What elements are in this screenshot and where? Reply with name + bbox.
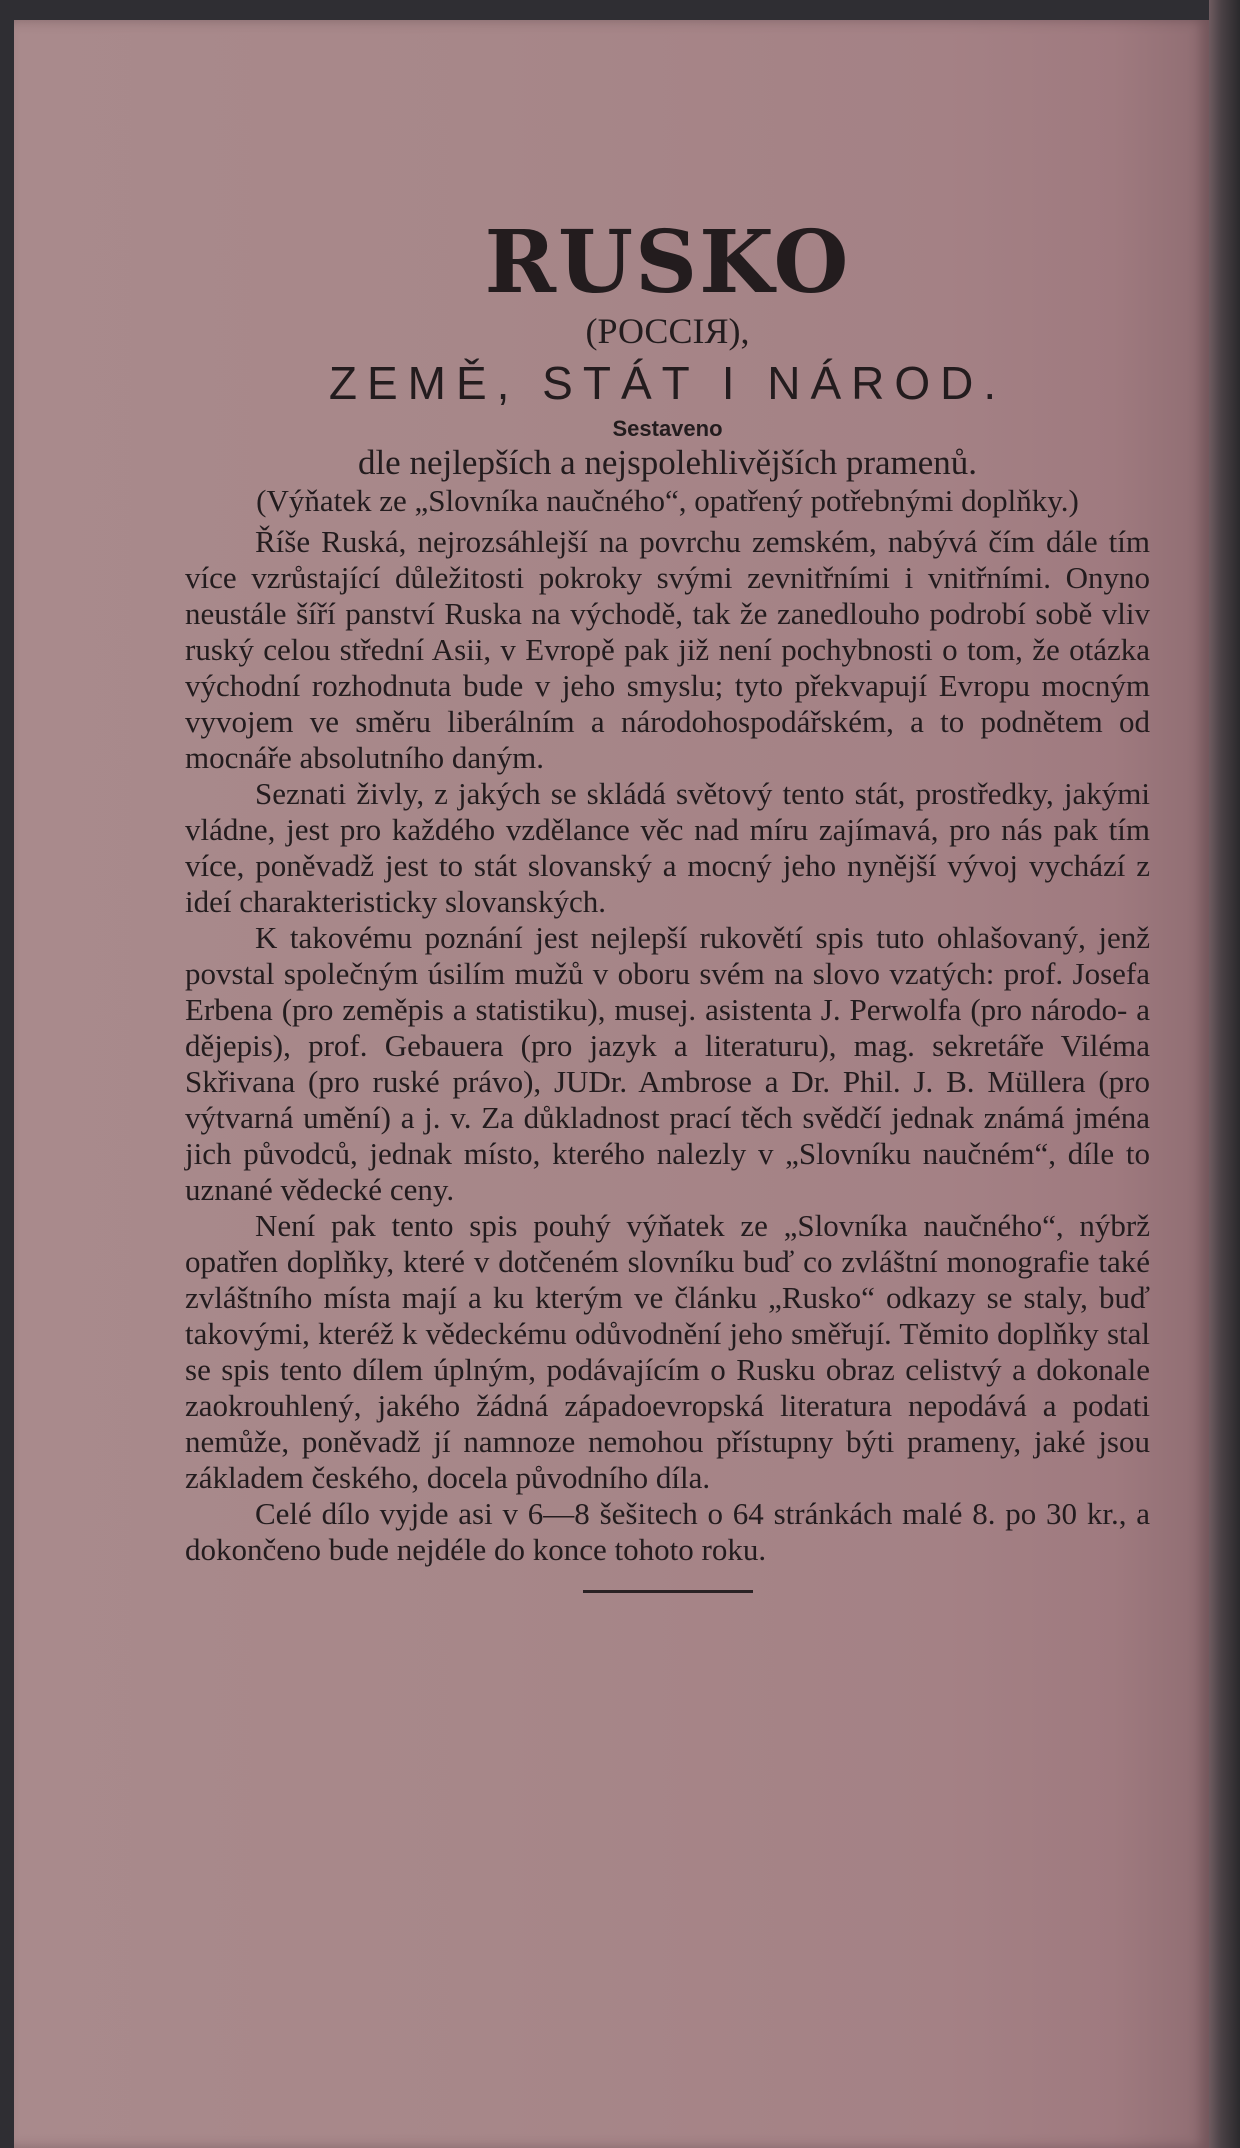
paragraph-2: Seznati živly, z jakých se skládá světový tento stát, prostředky, jakými vládne, jest pro každého vzdělance věc nad míru zajímavá, pro nás pak tím více, poněvadž jest to stát slovanský a mocný jeho nynější vývoj vychází z ideí charakteristicky slovanských. (185, 776, 1150, 920)
paragraph-1: Říše Ruská, nejrozsáhlejší na povrchu zemském, nabývá čím dále tím více vzrůstající důležitosti pokroky svými zevnitřními i vnitřními. Onyno neustále šíří panství Ruska na východě, tak že zanedlouho podrobí sobě vliv ruský celou střední Asii, v Evropě pak již není pochybnosti o tom, že otázka východní rozhodnuta bude v jeho smyslu; tyto překvapují Evropu mocným vyvojem ve směru liberálním a národohospodářském, a to podnětem od mocnáře absolutního daným. (185, 524, 1150, 776)
paragraph-3: K takovému poznání jest nejlepší rukovětí spis tuto ohlašovaný, jenž povstal společným úsilím mužů v oboru svém na slovo vzatých: prof. Josefa Erbena (pro zeměpis a statistiku), musej. asistenta J. Perwolfa (pro národo- a dějepis), prof. Gebauera (pro jazyk a literaturu), mag. sekretáře Viléma Skřivana (pro ruské právo), JUDr. Ambrose a Dr. Phil. J. B. Müllera (pro výtvarná umění) a j. v. Za důkladnost prací těch svědčí jednak známá jména jich původců, jednak místo, kterého nalezly v „Slovníku naučném“, díle to uznané vědecké ceny. (185, 920, 1150, 1208)
russian-subtitle: (РОССIЯ), (585, 311, 750, 351)
document-subtitle: ZEMĚ, STÁT I NÁROD. (328, 356, 1007, 409)
excerpt-note: (Výňatek ze „Slovníka naučného“, opatřený potřebnými doplňky.) (256, 482, 1079, 518)
paragraph-4: Není pak tento spis pouhý výňatek ze „Slovníka naučného“, nýbrž opatřen doplňky, které v dotčeném slovníku buď co zvláštní monografie také zvláštního místa mají a ku kterým ve článku „Rusko“ odkazy se staly, buď takovými, kteréž k vědeckému odůvodnění jeho směřují. Těmito doplňky stal se spis tento dílem úplným, podávajícím o Rusku obraz celistvý a dokonale zaokrouhlený, jakého žádná západoevropská literatura nepodává a podati nemůže, poněvadž jí namnoze nemohou přístupny býti prameny, jaké jsou základem českého, docela původního díla. (185, 1208, 1150, 1496)
document-title: RUSKO (484, 212, 851, 313)
closing-rule (583, 1590, 753, 1593)
paragraph-5: Celé dílo vyjde asi v 6—8 šešitech o 64 stránkách malé 8. po 30 kr., a dokončeno bude nejdéle do konce tohoto roku. (185, 1496, 1150, 1568)
page-edge-shadow (1209, 0, 1240, 2148)
source-line: dle nejlepších a nejspolehlivějších pramenů. (357, 442, 978, 482)
compiled-note: Sestaveno (612, 416, 723, 442)
document-content (185, 212, 1150, 1593)
